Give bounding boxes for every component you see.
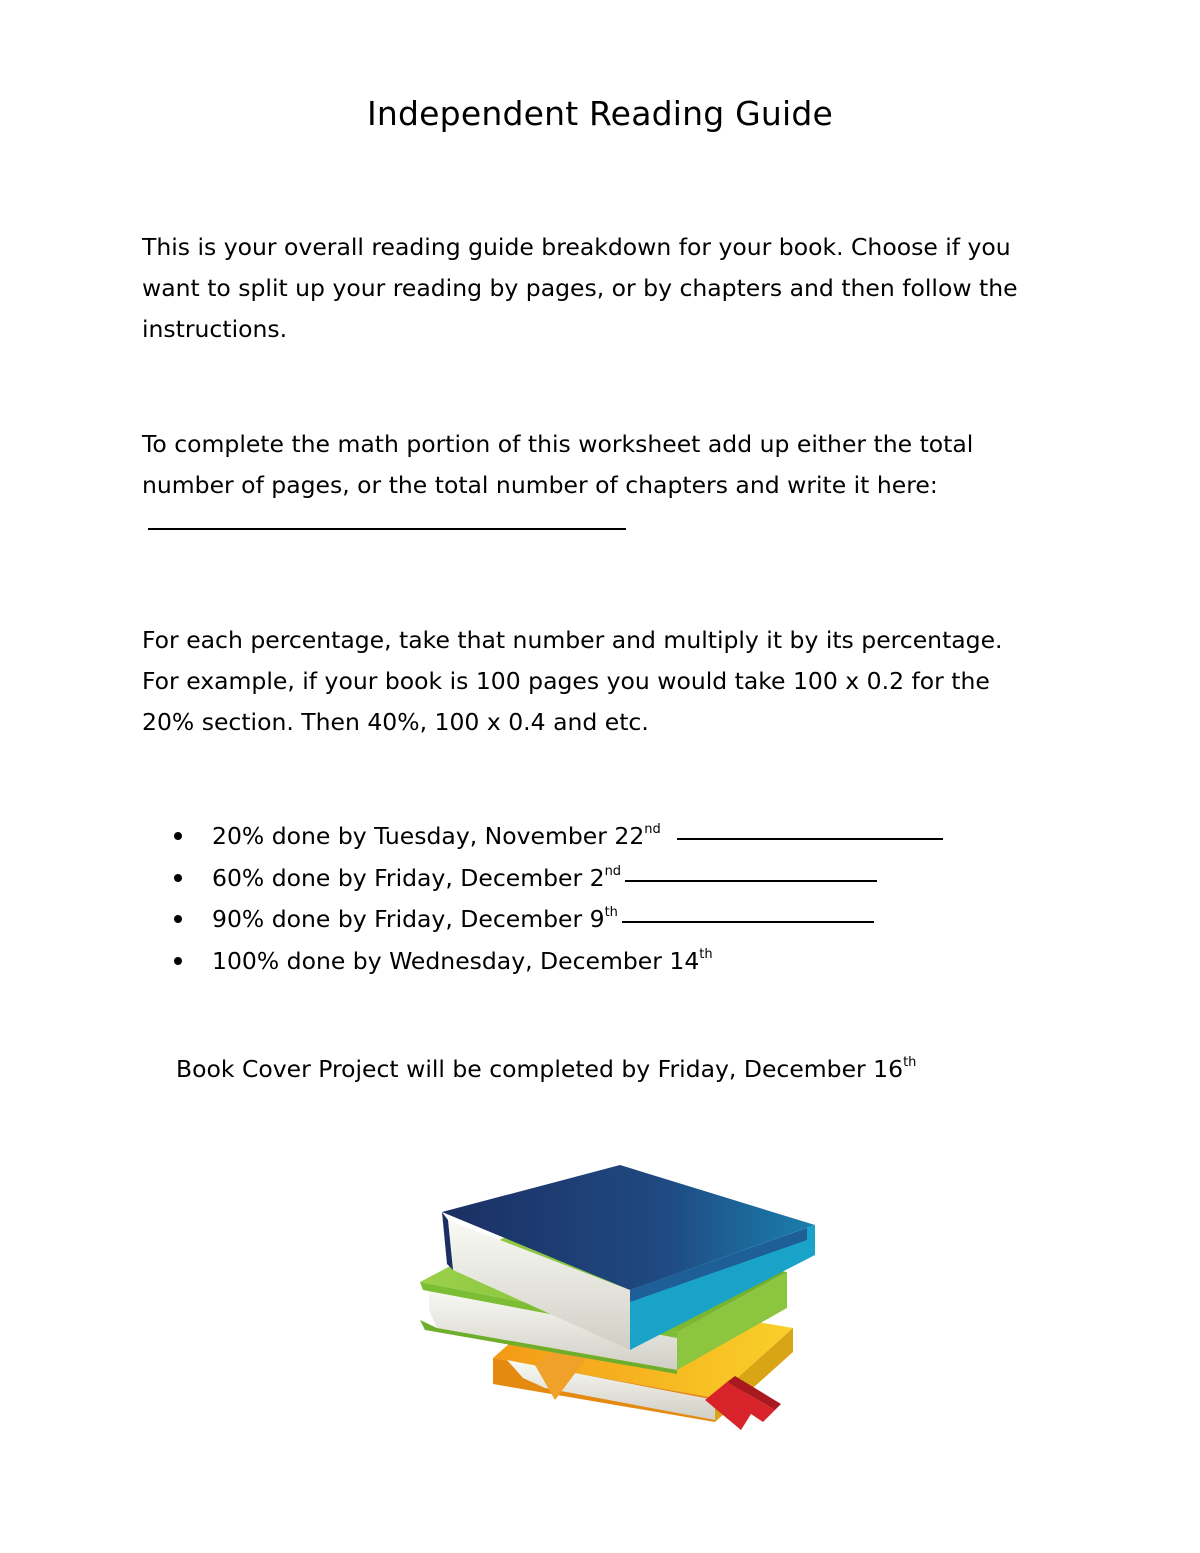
list-item [172, 899, 943, 941]
book-stack-icon [415, 1160, 825, 1450]
math-instructions-paragraph [142, 424, 1042, 547]
math-instructions-text: To complete the math portion of this worksheet add up either the total number of pages, or the total number of chapters and write it here: [142, 430, 974, 499]
project-note-text: Book Cover Project will be completed by Friday, December 16 [176, 1055, 904, 1083]
milestone-list [172, 816, 943, 982]
bullet-icon [174, 874, 182, 882]
milestone-text: 90% done by Friday, December 9 [212, 905, 605, 933]
milestone-suffix: nd [644, 822, 661, 837]
milestone-answer-blank[interactable] [622, 920, 874, 923]
page-title: Independent Reading Guide [366, 94, 833, 133]
project-note [176, 1055, 916, 1083]
bullet-icon [174, 915, 182, 923]
milestone-suffix: th [699, 946, 713, 962]
project-note-suffix: th [903, 1055, 917, 1070]
milestone-text: 60% done by Friday, December 2 [212, 863, 605, 892]
milestone-suffix: th [604, 905, 618, 920]
milestone-answer-blank[interactable] [625, 879, 877, 882]
intro-paragraph: This is your overall reading guide breakdown for your book. Choose if you want to split up your reading by pages, or by chapters and then follow the instructions. [142, 233, 1018, 343]
bullet-icon [174, 832, 182, 840]
list-item [172, 941, 943, 983]
list-item [172, 858, 943, 900]
percentage-instructions-paragraph: For each percentage, take that number and multiply it by its percentage. For example, if your book is 100 pages you would take 100 x 0.2 for the 20% section. Then 40%, 100 x 0.4 and etc. [142, 626, 1003, 736]
milestone-text: 20% done by Tuesday, November 22 [212, 822, 645, 850]
milestone-suffix: nd [604, 863, 622, 879]
list-item [172, 816, 943, 858]
total-answer-blank[interactable] [148, 527, 626, 530]
milestone-answer-blank[interactable] [677, 837, 943, 840]
milestone-text: 100% done by Wednesday, December 14 [212, 946, 700, 975]
bullet-icon [174, 957, 182, 965]
